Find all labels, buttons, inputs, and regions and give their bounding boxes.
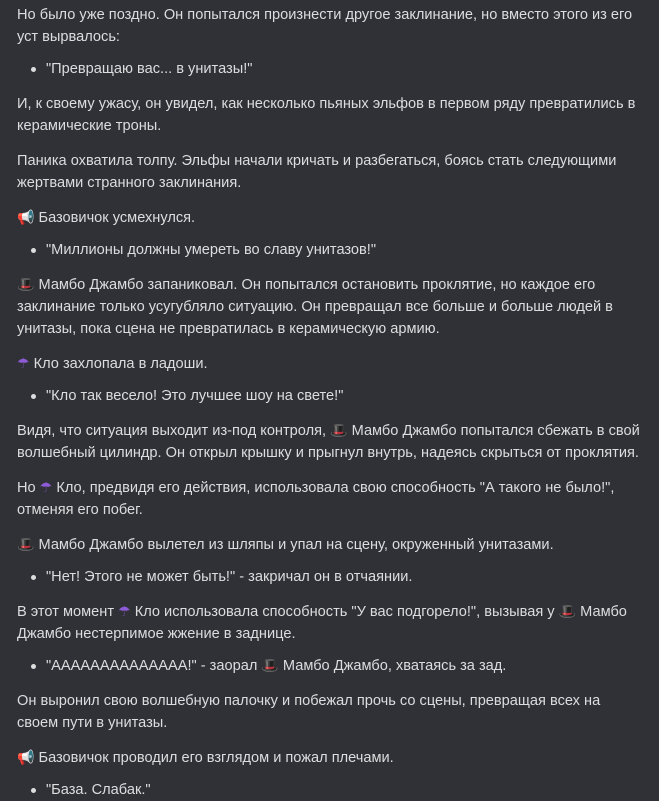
- quote-item: "Миллионы должны умереть во славу унитазов!": [28, 239, 643, 261]
- text: Кло захлопала в ладоши.: [29, 356, 208, 372]
- paragraph: [17, 747, 643, 769]
- text: "АААААААААААААА!" - заорал: [46, 658, 262, 674]
- quote-list: [17, 655, 643, 677]
- quote-item: "База. Слабак.": [28, 779, 643, 801]
- umbrella-icon: ☂: [17, 356, 30, 372]
- top-hat-icon: 🎩: [330, 423, 348, 439]
- paragraph: Он выронил свою волшебную палочку и побежал прочь со сцены, превращая всех на своем пути в унитазы.: [17, 693, 601, 731]
- megaphone-icon: 📢: [17, 750, 35, 766]
- text: Но: [17, 480, 40, 496]
- quote-list: [17, 58, 643, 80]
- paragraph: [17, 534, 643, 556]
- quote-list: [17, 779, 643, 801]
- umbrella-icon: ☂: [118, 604, 131, 620]
- top-hat-icon: 🎩: [558, 604, 577, 620]
- paragraph: [17, 274, 643, 340]
- text: Базовичок проводил его взглядом и пожал плечами.: [34, 750, 394, 766]
- quote-item: [28, 655, 643, 677]
- text: Мамбо Джамбо вылетел из шляпы и упал на сцену, окруженный унитазами.: [34, 537, 554, 553]
- paragraph: [17, 601, 643, 645]
- paragraph: [17, 353, 643, 375]
- top-hat-icon: 🎩: [17, 537, 35, 553]
- megaphone-icon: 📢: [17, 210, 35, 226]
- top-hat-icon: 🎩: [261, 658, 279, 674]
- paragraph: [17, 420, 643, 464]
- quote-list: [17, 385, 643, 407]
- text: Кло, предвидя его действия, использовала свою способность "А такого не было!", отменяя его побег.: [17, 480, 615, 518]
- paragraph: И, к своему ужасу, он увидел, как несколько пьяных эльфов в первом ряду превратились в керамические троны.: [17, 96, 636, 134]
- quote-list: [17, 239, 643, 261]
- paragraph: Паника охватила толпу. Эльфы начали кричать и разбегаться, боясь стать следующими жертвами странного заклинания.: [17, 153, 617, 191]
- text: Кло использовала способность "У вас подгорело!", вызывая у: [130, 604, 559, 620]
- umbrella-icon: ☂: [39, 480, 53, 496]
- paragraph: [17, 477, 643, 521]
- text: Видя, что ситуация выходит из-под контроля,: [17, 423, 331, 439]
- paragraph: Но было уже поздно. Он попытался произнести другое заклинание, но вместо этого из его уст вырвалось:: [17, 7, 633, 45]
- quote-item: "Кло так весело! Это лучшее шоу на свете!": [28, 385, 643, 407]
- text: В этот момент: [17, 604, 119, 620]
- top-hat-icon: 🎩: [17, 277, 35, 293]
- text: Мамбо Джамбо запаниковал. Он попытался остановить проклятие, но каждое его заклинание только усугубляло ситуацию. Он превращал все больше и больше людей в унитазы, пока сцена не превратилась в керамическую армию.: [17, 277, 613, 337]
- quote-item: "Нет! Этого не может быть!" - закричал он в отчаянии.: [28, 566, 643, 588]
- quote-item: "Превращаю вас... в унитазы!": [28, 58, 643, 80]
- paragraph: [17, 207, 643, 229]
- text: Базовичок усмехнулся.: [34, 210, 196, 226]
- text: Мамбо Джамбо, хватаясь за зад.: [278, 658, 507, 674]
- text: Мамбо Джамбо нестерпимое жжение в заднице.: [17, 604, 627, 642]
- quote-list: [17, 566, 643, 588]
- text: Мамбо Джамбо попытался сбежать в свой волшебный цилиндр. Он открыл крышку и прыгнул внутрь, надеясь скрыться от проклятия.: [17, 423, 640, 461]
